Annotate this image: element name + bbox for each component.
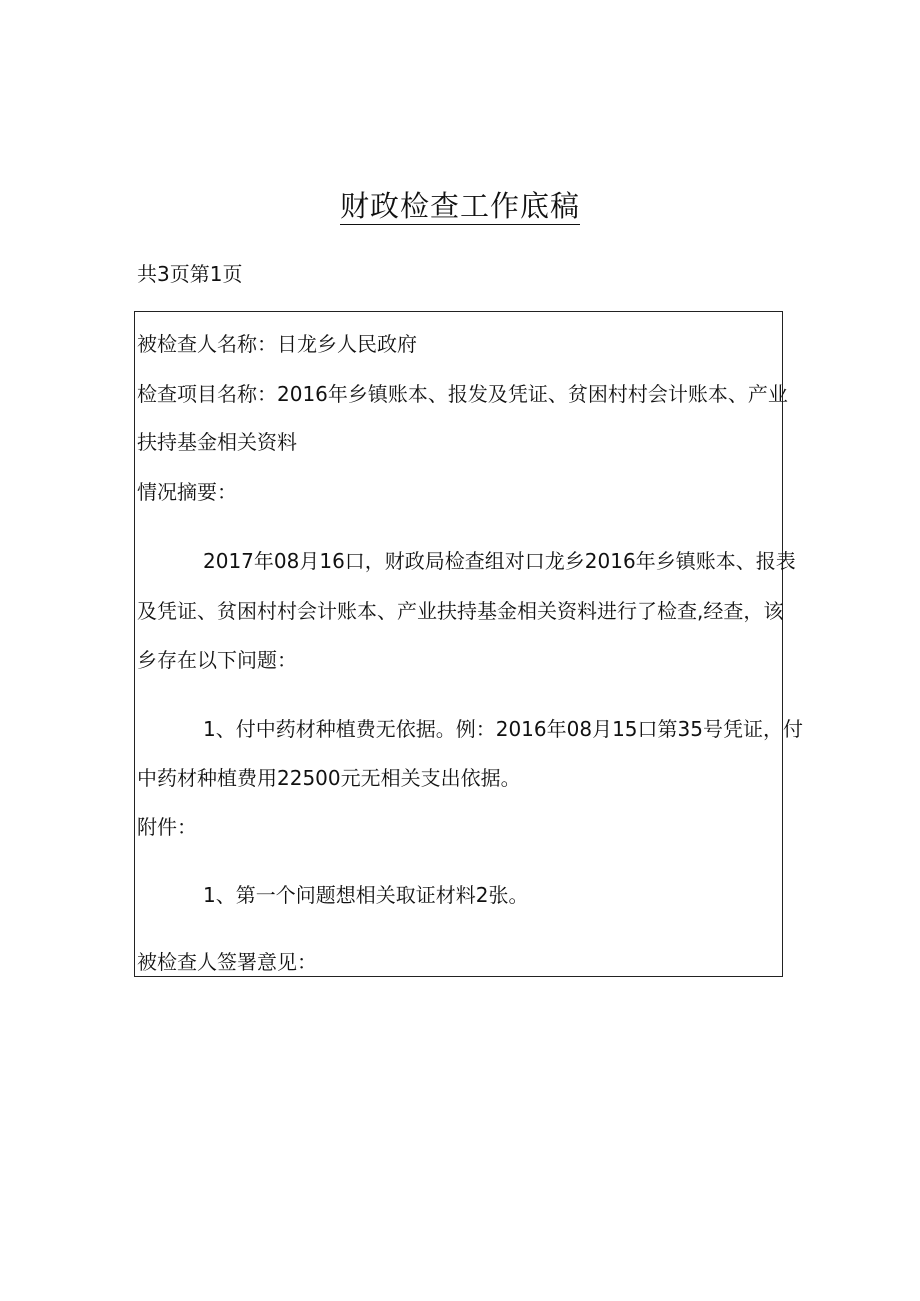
- inspected-party-label: 被检查人名称：: [137, 332, 277, 356]
- inspected-party-row: [137, 330, 417, 358]
- signature-label: 被检查人签署意见：: [137, 950, 317, 974]
- project-name-line1: 检查项目名称：2016年乡镇账本、报发及凭证、贫困村村会计账本、产业: [137, 382, 788, 406]
- attachment-label: 附件：: [137, 815, 197, 839]
- summary-line2: 及凭证、贫困村村会计账本、产业扶持基金相关资料进行了检查,经查，该: [137, 599, 784, 623]
- summary-label: 情况摘要：: [137, 480, 237, 504]
- issue1-line1: 1、付中药材种植费无依据。例：2016年08月15口第35号凭证，付: [203, 717, 803, 741]
- page-count: 共3页第1页: [137, 262, 243, 286]
- content-table-border: [134, 311, 803, 977]
- project-name-line2: 扶持基金相关资料: [137, 430, 297, 454]
- summary-line3: 乡存在以下问题：: [137, 648, 297, 672]
- issue1-line2: 中药材种植费用22500元无相关支出依据。: [137, 766, 521, 790]
- inspected-party-value: 日龙乡人民政府: [277, 332, 417, 356]
- attachment-item1: 1、第一个问题想相关取证材料2张。: [203, 883, 529, 907]
- document-title: 财政检查工作底稿: [339, 189, 580, 223]
- summary-line1: 2017年08月16口，财政局检查组对口龙乡2016年乡镇账本、报表: [203, 549, 796, 573]
